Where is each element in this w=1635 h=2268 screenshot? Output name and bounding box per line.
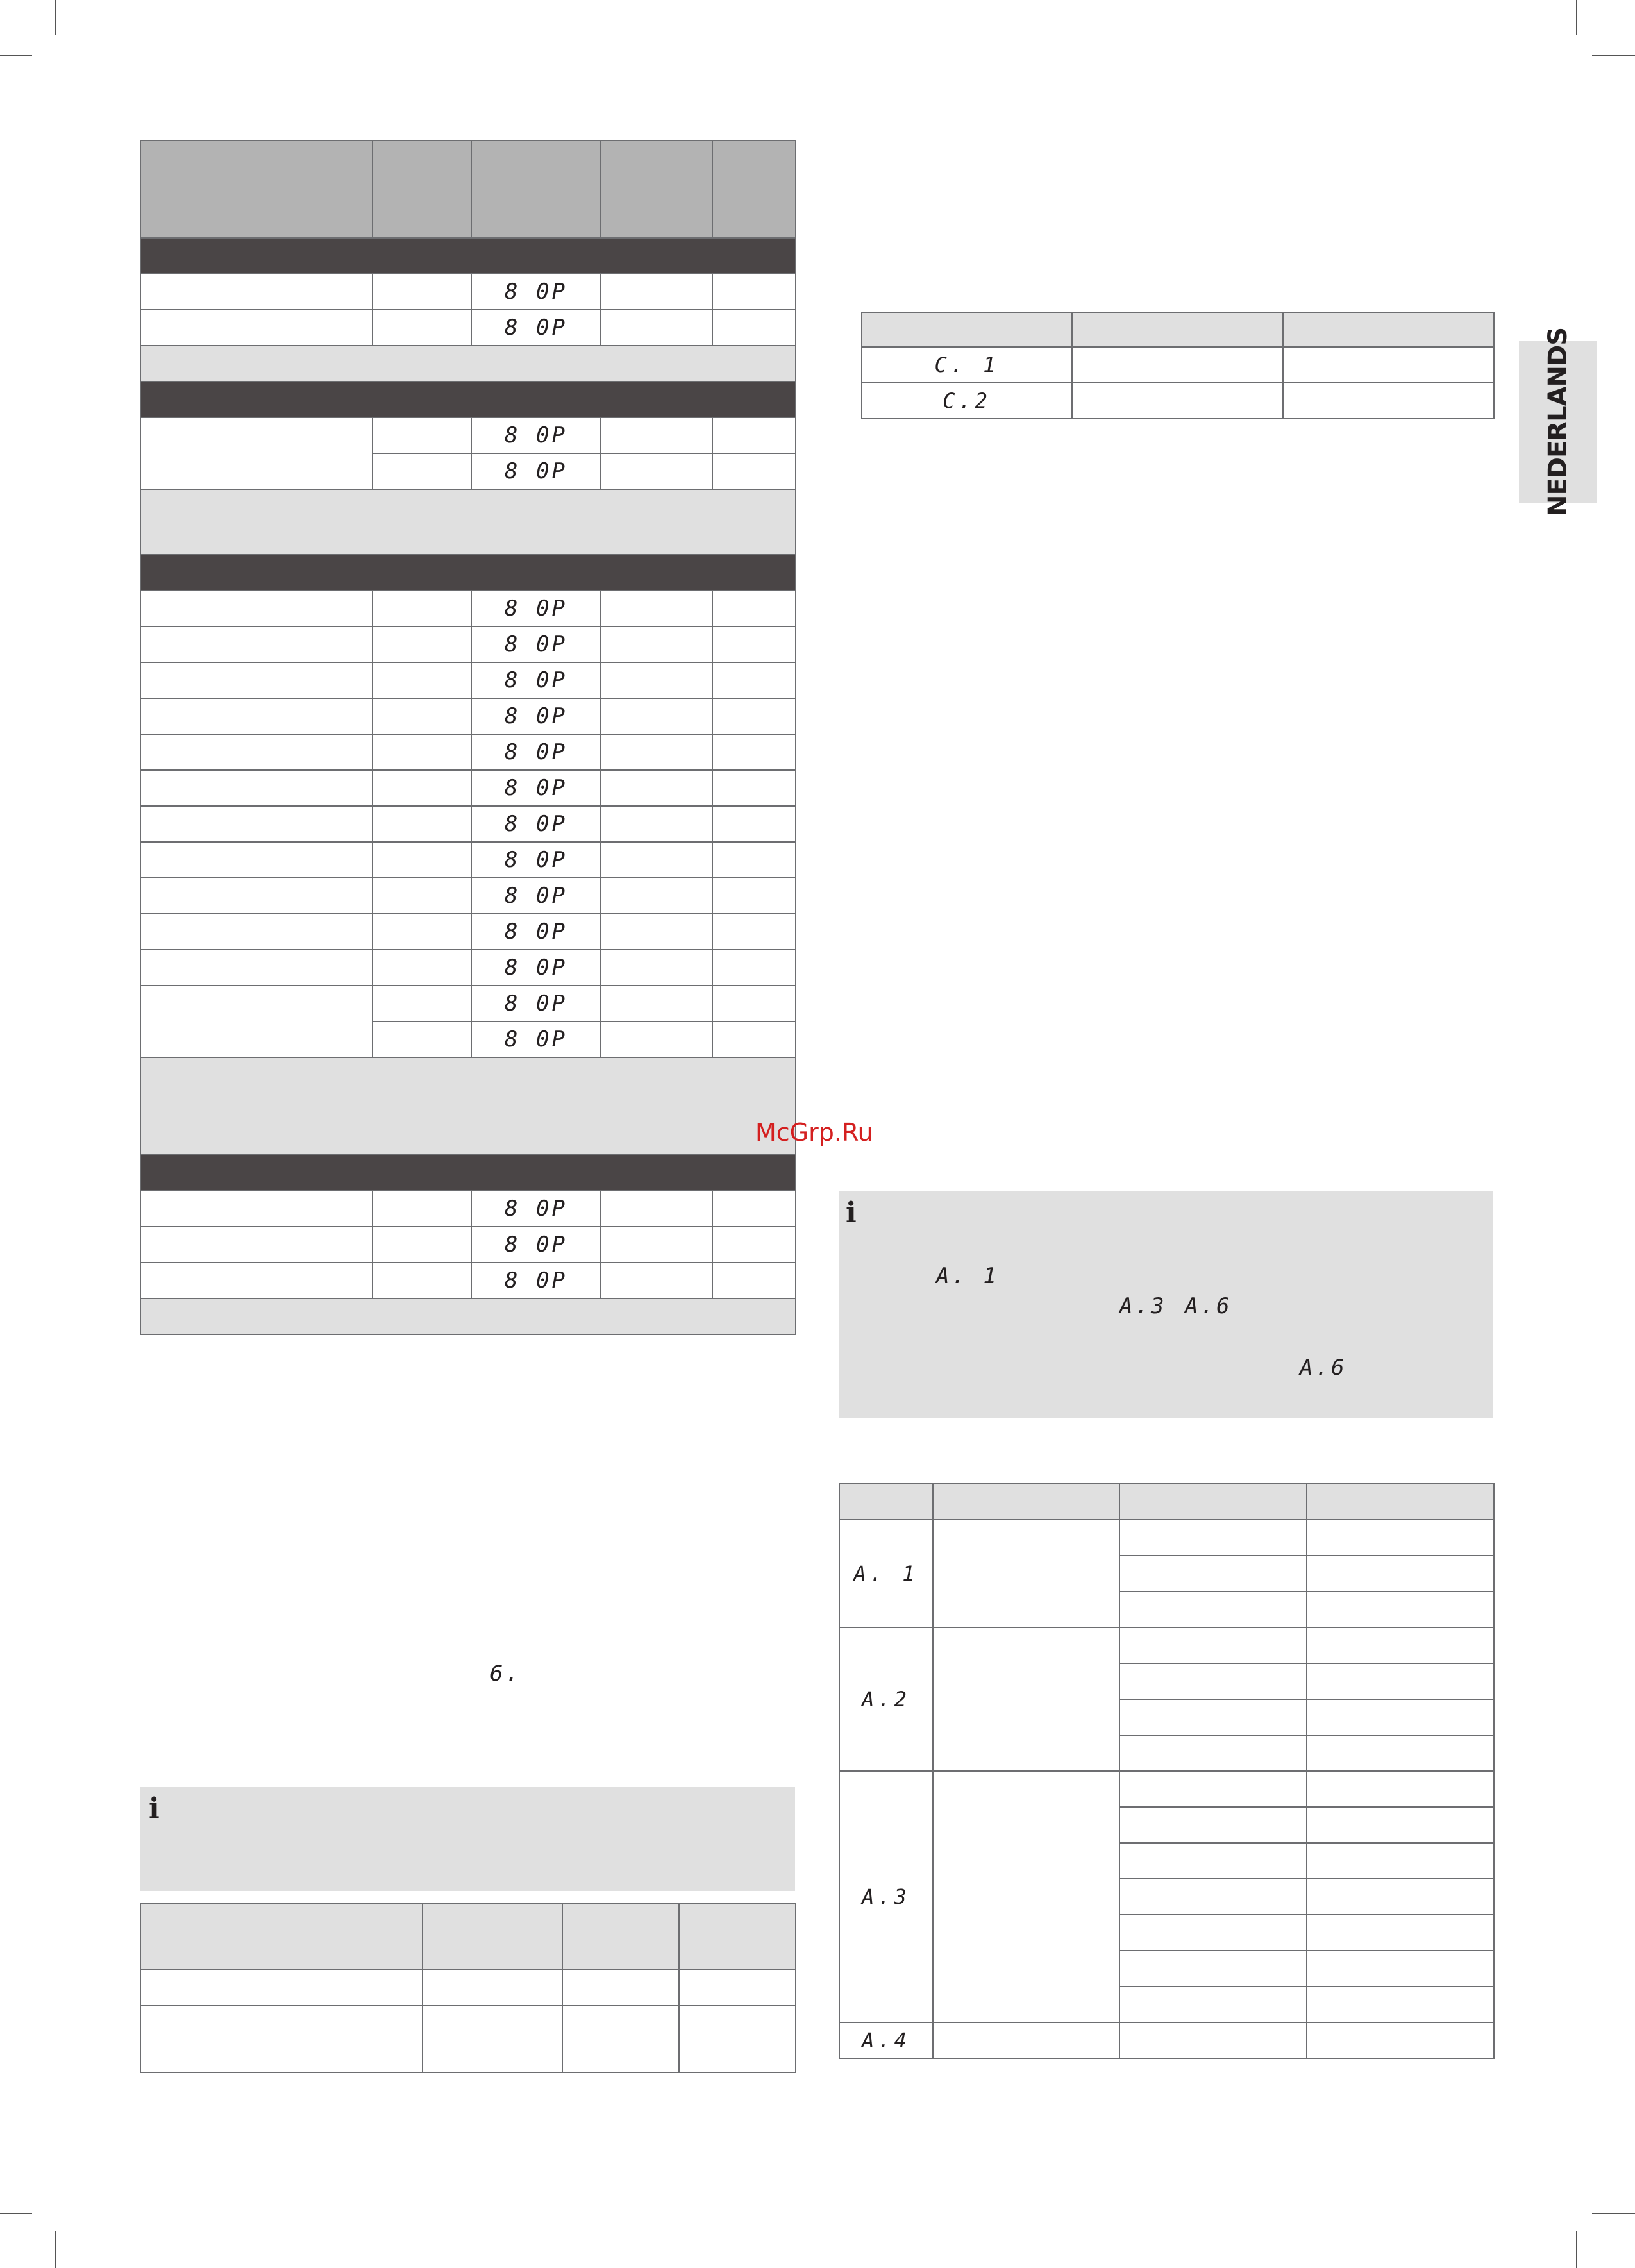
header-cell (1307, 1484, 1494, 1520)
header-cell (423, 1903, 562, 1970)
header-cell (601, 140, 712, 238)
table-cell (601, 734, 712, 770)
table-cell (601, 986, 712, 1021)
segment-value: 8 0P (505, 1196, 567, 1222)
segment-display (471, 453, 601, 489)
table-cell (712, 417, 796, 453)
table-cell (1119, 2022, 1307, 2058)
segment-value: 8 0P (505, 883, 567, 909)
table-cell (140, 914, 373, 950)
table-cell (601, 878, 712, 914)
table-cell (140, 770, 373, 806)
table-cell (712, 591, 796, 626)
table-cell (373, 878, 471, 914)
step-code: 6. (490, 1661, 521, 1686)
table-cell (601, 770, 712, 806)
header-cell (373, 140, 471, 238)
code-a1: A. 1 (936, 1263, 999, 1289)
table-cell (140, 878, 373, 914)
table-cell (601, 662, 712, 698)
segment-value: 8 0P (505, 315, 567, 340)
segment-display (471, 1021, 601, 1057)
table-cell (933, 1771, 1119, 2022)
table-cell (601, 914, 712, 950)
segment-value: 8 0P (505, 919, 567, 945)
note-row (140, 489, 796, 555)
code-cell (862, 383, 1072, 419)
table-cell (1119, 1556, 1307, 1592)
table-cell (601, 310, 712, 346)
segment-value: 8 0P (505, 458, 567, 484)
header-cell (712, 140, 796, 238)
table-cell (712, 1021, 796, 1057)
segment-value: 8 0P (505, 955, 567, 980)
table-cell (601, 1191, 712, 1227)
segment-display (471, 417, 601, 453)
table-cell (140, 806, 373, 842)
table-cell (712, 734, 796, 770)
table-cell (373, 662, 471, 698)
table-cell (1307, 1663, 1494, 1699)
segment-value: 8 0P (505, 847, 567, 873)
crop-mark (1592, 2213, 1635, 2214)
code-a3: A.3 (1119, 1293, 1167, 1319)
table-cell (712, 1227, 796, 1263)
segment-display (471, 1191, 601, 1227)
segment-display (471, 878, 601, 914)
table-cell (1119, 1987, 1307, 2022)
a-code: A.2 (862, 1687, 910, 1711)
code-cell (839, 1520, 933, 1627)
segment-display (471, 806, 601, 842)
c-code-table (861, 312, 1495, 419)
table-cell (712, 453, 796, 489)
table-cell (373, 1227, 471, 1263)
table-cell (601, 1227, 712, 1263)
table-cell (1119, 1663, 1307, 1699)
segment-display (471, 1263, 601, 1298)
table-cell (140, 310, 373, 346)
table-cell (712, 842, 796, 878)
table-cell (679, 2006, 796, 2072)
code-a6: A.6 (1185, 1293, 1232, 1319)
c-code: C.2 (943, 389, 991, 413)
table-cell (1119, 1915, 1307, 1951)
segment-value: 8 0P (505, 423, 567, 448)
bottom-left-table (140, 1903, 796, 2073)
table-cell (1119, 1879, 1307, 1915)
table-cell (373, 453, 471, 489)
table-cell (933, 1520, 1119, 1627)
table-cell (423, 1970, 562, 2006)
table-cell (1307, 1556, 1494, 1592)
section-header (140, 1155, 796, 1191)
note-row (140, 1298, 796, 1334)
table-cell (373, 734, 471, 770)
table-cell (140, 1227, 373, 1263)
c-code: C. 1 (934, 353, 1000, 377)
table-cell (140, 698, 373, 734)
segment-display (471, 591, 601, 626)
header-cell (140, 140, 373, 238)
table-cell (140, 591, 373, 626)
segment-value: 8 0P (505, 632, 567, 657)
table-cell (1307, 1627, 1494, 1663)
table-cell (373, 310, 471, 346)
table-cell (601, 626, 712, 662)
header-cell (679, 1903, 796, 1970)
section-header (140, 238, 796, 274)
table-cell (1072, 383, 1283, 419)
table-cell (933, 1627, 1119, 1771)
segment-value: 8 0P (505, 279, 567, 305)
table-cell (140, 626, 373, 662)
table-cell (373, 1191, 471, 1227)
table-cell (562, 2006, 679, 2072)
table-cell (373, 950, 471, 986)
segment-value: 8 0P (505, 775, 567, 801)
table-cell (1307, 1699, 1494, 1735)
table-cell (140, 1970, 423, 2006)
segment-display (471, 626, 601, 662)
table-cell (601, 842, 712, 878)
segment-value: 8 0P (505, 1027, 567, 1052)
table-cell (1072, 347, 1283, 383)
table-cell (933, 2022, 1119, 2058)
table-cell (140, 662, 373, 698)
segment-display (471, 842, 601, 878)
code-a6: A.6 (1300, 1355, 1347, 1381)
segment-display (471, 310, 601, 346)
settings-table (140, 140, 796, 1335)
segment-display (471, 986, 601, 1021)
section-header (140, 555, 796, 591)
table-cell (712, 914, 796, 950)
segment-value: 8 0P (505, 668, 567, 693)
segment-value: 8 0P (505, 739, 567, 765)
segment-value: 8 0P (505, 703, 567, 729)
table-cell (601, 453, 712, 489)
table-cell (1307, 2022, 1494, 2058)
table-cell (1307, 1879, 1494, 1915)
table-cell (1307, 1843, 1494, 1879)
table-cell (373, 1263, 471, 1298)
segment-value: 8 0P (505, 991, 567, 1016)
table-cell (712, 986, 796, 1021)
table-cell (423, 2006, 562, 2072)
table-cell (140, 417, 373, 489)
table-cell (601, 950, 712, 986)
segment-display (471, 1227, 601, 1263)
table-cell (373, 986, 471, 1021)
code-cell (839, 2022, 933, 2058)
table-cell (712, 770, 796, 806)
table-cell (1119, 1520, 1307, 1556)
a-code: A.4 (862, 2028, 910, 2053)
segment-value: 8 0P (505, 811, 567, 837)
table-cell (712, 806, 796, 842)
header-cell (933, 1484, 1119, 1520)
table-cell (140, 2006, 423, 2072)
table-cell (140, 950, 373, 986)
crop-mark (0, 55, 32, 56)
table-cell (712, 1191, 796, 1227)
table-cell (712, 878, 796, 914)
table-cell (1119, 1951, 1307, 1987)
table-cell (1307, 1520, 1494, 1556)
table-cell (601, 1263, 712, 1298)
crop-mark (1592, 55, 1635, 56)
table-cell (373, 914, 471, 950)
table-cell (1119, 1735, 1307, 1771)
table-cell (1307, 1771, 1494, 1807)
table-cell (1283, 347, 1494, 383)
segment-value: 8 0P (505, 1268, 567, 1293)
crop-mark (55, 0, 56, 35)
table-cell (373, 806, 471, 842)
table-cell (1307, 1951, 1494, 1987)
table-cell (712, 274, 796, 310)
header-cell (140, 1903, 423, 1970)
table-cell (140, 1191, 373, 1227)
header-cell (471, 140, 601, 238)
table-cell (373, 274, 471, 310)
crop-mark (1576, 2231, 1577, 2268)
table-cell (712, 950, 796, 986)
info-box-left (140, 1787, 795, 1891)
segment-display (471, 914, 601, 950)
watermark: McGrp.Ru (755, 1118, 873, 1147)
crop-mark (0, 2213, 32, 2214)
header-cell (862, 312, 1072, 347)
table-cell (373, 417, 471, 453)
segment-display (471, 662, 601, 698)
note-row (140, 346, 796, 382)
table-cell (1119, 1699, 1307, 1735)
header-cell (839, 1484, 933, 1520)
table-cell (1307, 1915, 1494, 1951)
a-code: A.3 (862, 1885, 910, 1909)
table-cell (601, 591, 712, 626)
table-cell (140, 274, 373, 310)
segment-value: 8 0P (505, 1232, 567, 1257)
info-icon: i (846, 1197, 857, 1229)
table-cell (373, 842, 471, 878)
segment-display (471, 734, 601, 770)
segment-value: 8 0P (505, 596, 567, 621)
a-code-table (839, 1483, 1495, 2059)
info-icon: i (149, 1792, 160, 1825)
header-cell (1283, 312, 1494, 347)
table-cell (601, 274, 712, 310)
table-cell (712, 626, 796, 662)
table-cell (601, 698, 712, 734)
table-cell (373, 770, 471, 806)
table-cell (1119, 1807, 1307, 1843)
language-tab (1519, 327, 1597, 517)
table-cell (1307, 1987, 1494, 2022)
table-cell (712, 662, 796, 698)
a-code: A. 1 (853, 1561, 919, 1586)
crop-mark (1576, 0, 1577, 35)
table-cell (1119, 1592, 1307, 1627)
crop-mark (55, 2231, 56, 2268)
segment-display (471, 770, 601, 806)
table-cell (712, 698, 796, 734)
table-cell (1119, 1843, 1307, 1879)
segment-display (471, 950, 601, 986)
table-cell (562, 1970, 679, 2006)
table-cell (373, 591, 471, 626)
table-cell (1119, 1627, 1307, 1663)
table-cell (140, 986, 373, 1057)
table-cell (601, 1021, 712, 1057)
table-cell (1283, 383, 1494, 419)
segment-display (471, 698, 601, 734)
language-label: NEDERLANDS (1543, 327, 1573, 517)
header-cell (562, 1903, 679, 1970)
section-header (140, 382, 796, 417)
table-cell (140, 842, 373, 878)
code-cell (862, 347, 1072, 383)
table-cell (373, 1021, 471, 1057)
table-cell (601, 417, 712, 453)
table-cell (601, 806, 712, 842)
header-cell (1119, 1484, 1307, 1520)
table-cell (679, 1970, 796, 2006)
header-cell (1072, 312, 1283, 347)
note-row (140, 1057, 796, 1155)
table-cell (712, 1263, 796, 1298)
table-cell (140, 1263, 373, 1298)
code-cell (839, 1627, 933, 1771)
table-cell (373, 626, 471, 662)
table-cell (1307, 1592, 1494, 1627)
segment-display (471, 274, 601, 310)
table-cell (1119, 1771, 1307, 1807)
table-cell (373, 698, 471, 734)
code-cell (839, 1771, 933, 2022)
table-cell (140, 734, 373, 770)
table-cell (712, 310, 796, 346)
table-cell (1307, 1735, 1494, 1771)
table-cell (1307, 1807, 1494, 1843)
